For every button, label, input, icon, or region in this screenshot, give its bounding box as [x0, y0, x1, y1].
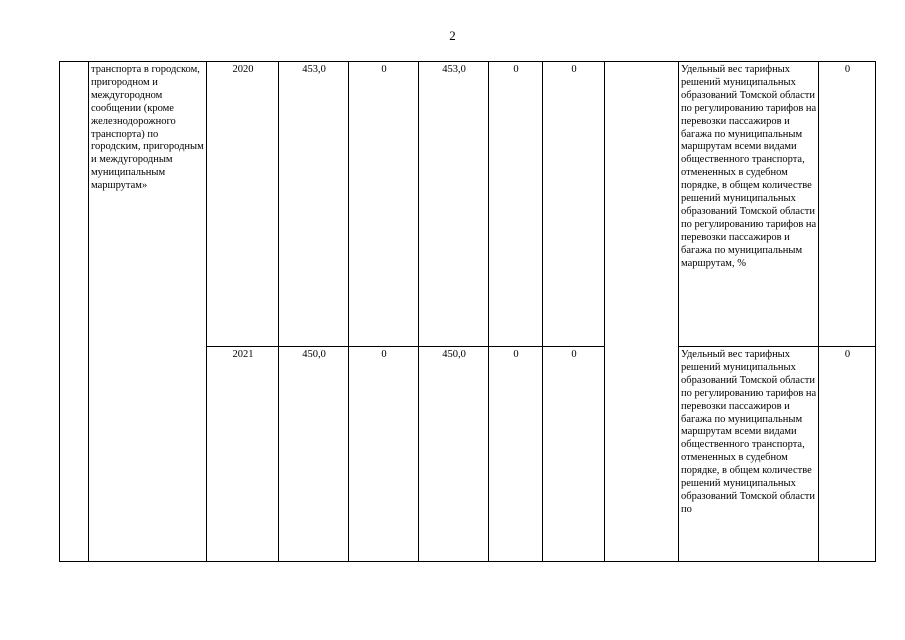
value-cell: 0	[349, 347, 419, 562]
value-cell: 0	[489, 347, 543, 562]
value-cell: 0	[489, 62, 543, 347]
year-cell: 2020	[207, 62, 279, 347]
total-cell: 450,0	[279, 347, 349, 562]
year-cell: 2021	[207, 347, 279, 562]
description-cell: транспорта в городском, пригородном и междугородном сообщении (кроме железнодорожного транспорта) по городским, пригородным и междугородным муниципальным маршрутам»	[89, 62, 207, 562]
indicator-value-cell: 0	[819, 62, 876, 347]
indicator-cell: Удельный вес тарифных решений муниципальных образований Томской области по регулированию тарифов на перевозки пассажиров и багажа по муниципальным маршрутам всеми видами общественного транспорта, отмененных в судебном порядке, в общем количестве решений муниципальных образований Томской области по регулированию тарифов на перевозки пассажиров и багажа по муниципальным маршрутам, %	[679, 62, 819, 347]
indicator-cell: Удельный вес тарифных решений муниципальных образований Томской области по регулированию тарифов на перевозки пассажиров и багажа по муниципальным маршрутам всеми видами общественного транспорта, отмененных в судебном порядке, в общем количестве решений муниципальных образований Томской области по	[679, 347, 819, 562]
page-number: 2	[449, 28, 456, 43]
indicator-value-cell: 0	[819, 347, 876, 562]
value-cell: 450,0	[419, 347, 489, 562]
value-cell: 0	[543, 347, 605, 562]
program-table	[59, 61, 876, 562]
value-cell: 0	[543, 62, 605, 347]
value-cell: 453,0	[419, 62, 489, 347]
empty-cell	[605, 62, 679, 562]
index-cell	[60, 62, 89, 562]
total-cell: 453,0	[279, 62, 349, 347]
table-row	[60, 62, 876, 347]
value-cell: 0	[349, 62, 419, 347]
